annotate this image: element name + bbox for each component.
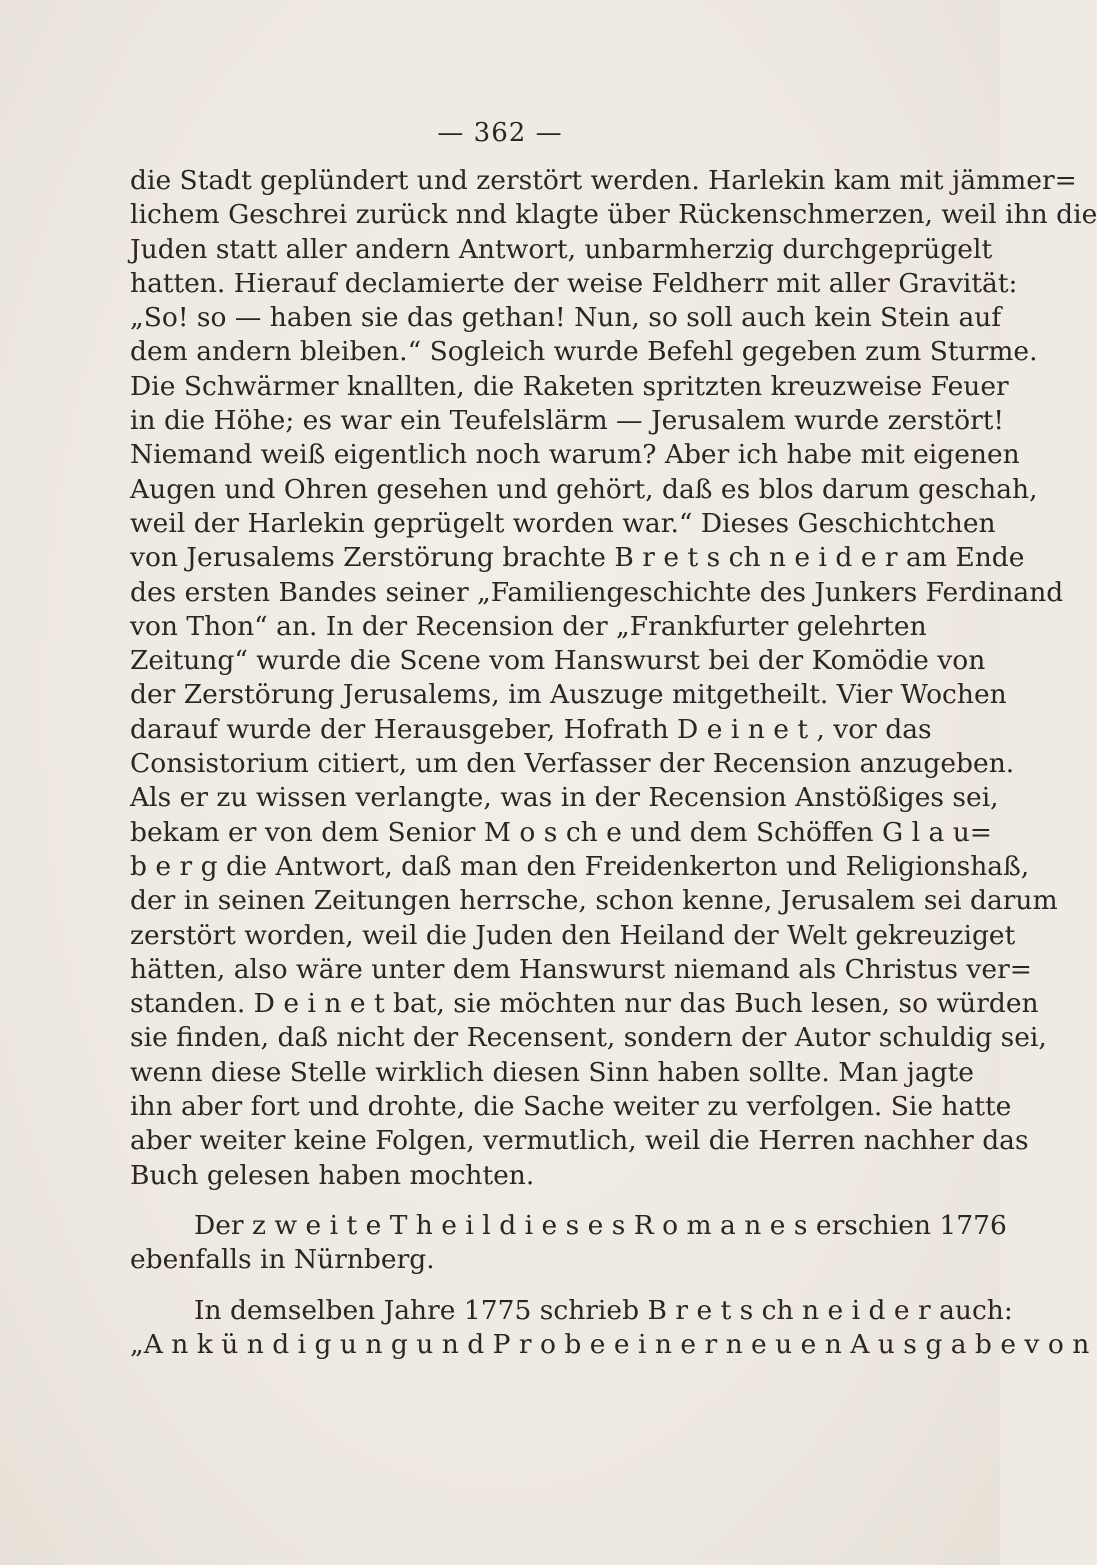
text-line: Niemand weiß eigentlich noch warum? Aber ich habe mit eigenen [130, 439, 1020, 471]
text-line: Als er zu wissen verlangte, was in der Recension Anstößiges sei, [130, 782, 999, 814]
text-line: zerstört worden, weil die Juden den Heiland der Welt gekreuziget [130, 919, 1016, 951]
text-line: Zeitung“ wurde die Scene vom Hanswurst bei der Komödie von [130, 645, 986, 677]
paragraph-3 [130, 1294, 1090, 1363]
page-number: — 362 — [437, 118, 563, 148]
text-line: standen. D e i n e t bat, sie möchten nur das Buch lesen, so würden [130, 988, 1039, 1020]
paragraph-2 [130, 1209, 1007, 1278]
paragraph-1 [130, 164, 1097, 1193]
text-line: hätten, also wäre unter dem Hanswurst niemand als Christus ver= [130, 953, 1032, 985]
text-line: bekam er von dem Senior M o s ch e und dem Schöffen G l a u= [130, 816, 992, 848]
text-line: ihn aber fort und drohte, die Sache weiter zu verfolgen. Sie hatte [130, 1091, 1012, 1123]
text-line: die Stadt geplündert und zerstört werden. Harlekin kam mit jämmer= [130, 165, 1077, 196]
text-line: weil der Harlekin geprügelt worden war.“ Dieses Geschichtchen [130, 507, 996, 539]
text-line: des ersten Bandes seiner „Familiengeschichte des Junkers Ferdinand [130, 576, 1064, 608]
text-line: b e r g die Antwort, daß man den Freidenkerton und Religionshaß, [130, 850, 1030, 882]
text-line: der Zerstörung Jerusalems, im Auszuge mitgetheilt. Vier Wochen [130, 679, 1007, 711]
paragraph-gap [130, 1278, 894, 1294]
text-line: Consistorium citiert, um den Verfasser der Recension anzugeben. [130, 748, 1015, 780]
text-line: dem andern bleiben.“ Sogleich wurde Befehl gegeben zum Sturme. [130, 336, 1038, 368]
text-line: In demselben Jahre 1775 schrieb B r e t s ch n e i d e r auch: [194, 1294, 1013, 1326]
text-line: in die Höhe; es war ein Teufelslärm — Jerusalem wurde zerstört! [130, 405, 1005, 437]
text-line: sie finden, daß nicht der Recensent, sondern der Autor schuldig sei, [130, 1022, 1047, 1054]
text-line: Die Schwärmer knallten, die Raketen spritzten kreuzweise Feuer [130, 370, 1009, 402]
text-line: der in seinen Zeitungen herrsche, schon kenne, Jerusalem sei darum [130, 885, 1058, 917]
text-line: von Thon“ an. In der Recension der „Frankfurter gelehrten [130, 610, 927, 642]
text-line: hatten. Hierauf declamierte der weise Feldherr mit aller Gravität: [130, 267, 1018, 299]
text-line: von Jerusalems Zerstörung brachte B r e t s ch n e i d e r am Ende [130, 542, 1025, 574]
text-line: darauf wurde der Herausgeber, Hofrath D e i n e t , vor das [130, 713, 932, 745]
text-line: „So! so — haben sie das gethan! Nun, so soll auch kein Stein auf [130, 302, 1002, 334]
text-line: Juden statt aller andern Antwort, unbarmherzig durchgeprügelt [130, 233, 993, 265]
text-line: „A n k ü n d i g u n g u n d P r o b e e i n e r n e u e n A u s g a b e v o n [130, 1328, 1090, 1360]
text-line: wenn diese Stelle wirklich diesen Sinn haben sollte. Man jagte [130, 1056, 974, 1088]
text-line: Augen und Ohren gesehen und gehört, daß es blos darum geschah, [130, 473, 1038, 505]
text-line: lichem Geschrei zurück nnd klagte über Rückenschmerzen, weil ihn die [130, 199, 1097, 231]
body-text [130, 164, 1097, 1362]
paragraph-gap [130, 1193, 894, 1209]
text-line: Buch gelesen haben mochten. [130, 1159, 535, 1191]
text-line: ebenfalls in Nürnberg. [130, 1244, 435, 1276]
text-line: aber weiter keine Folgen, vermutlich, weil die Herren nachher das [130, 1125, 1029, 1157]
text-line: Der z w e i t e T h e i l d i e s e s R o m a n e s erschien 1776 [194, 1209, 1007, 1241]
